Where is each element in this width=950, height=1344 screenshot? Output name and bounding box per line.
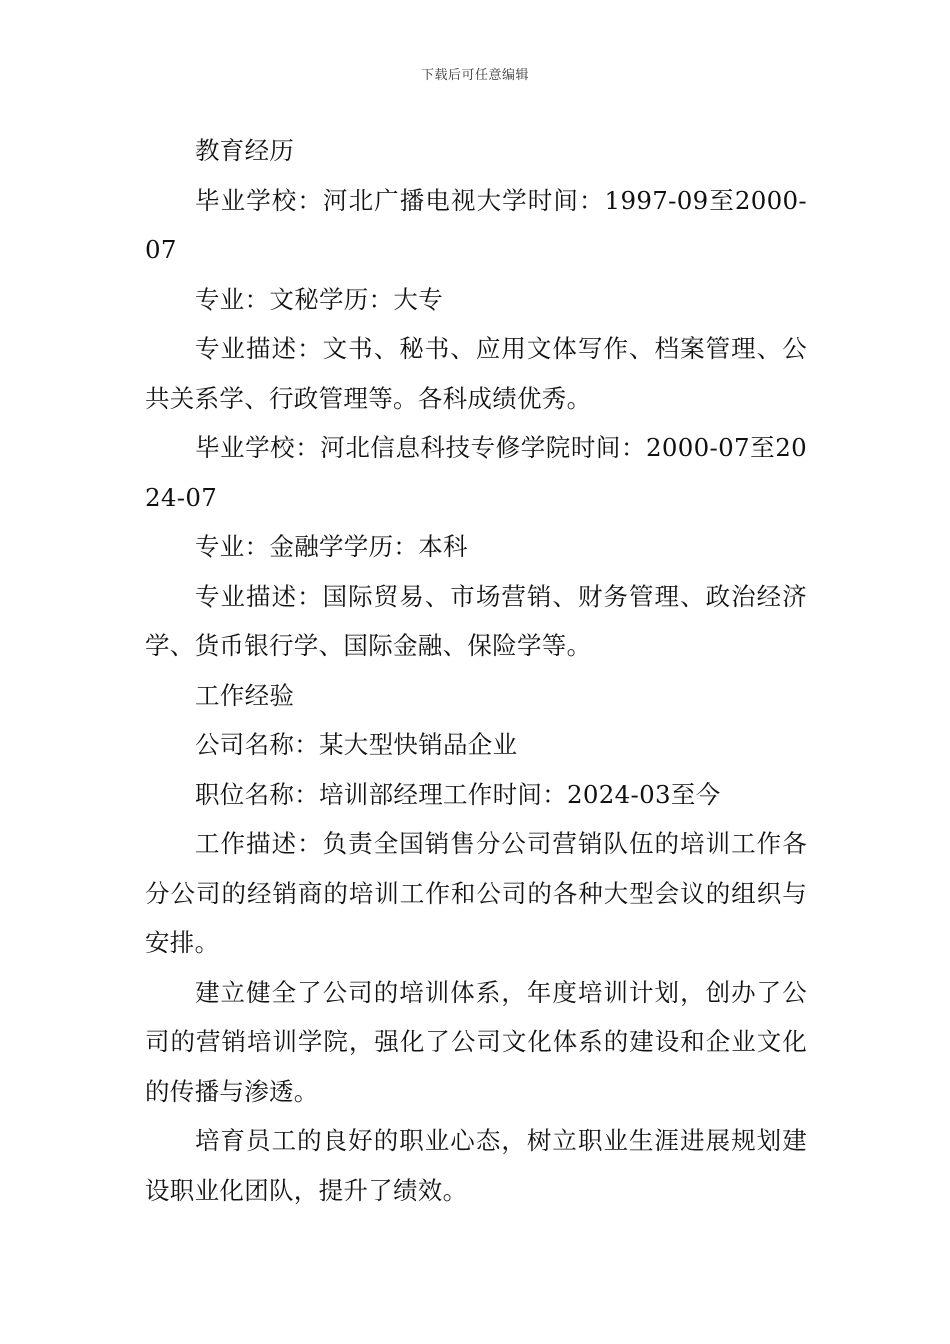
- school-2-line: 毕业学校：河北信息科技专修学院时间：2000-07至2024-07: [145, 433, 807, 512]
- work-description: 工作描述：负责全国销售分公司营销队伍的培训工作各分公司的经销商的培训工作和公司的各种大型会议的组织与安排。: [145, 829, 807, 957]
- document-body: [145, 126, 807, 1215]
- major-1-line: 专业：文秘学历：大专: [195, 284, 443, 314]
- position-line: 职位名称：培训部经理工作时间：2024-03至今: [195, 779, 721, 809]
- major-2-description: 专业描述：国际贸易、市场营销、财务管理、政治经济学、货币银行学、国际金融、保险学等。: [145, 581, 807, 660]
- major-2-line: 专业：金融学学历：本科: [195, 532, 468, 561]
- page-header-note: 下载后可任意编辑: [420, 68, 529, 83]
- major-1-description: 专业描述：文书、秘书、应用文体写作、档案管理、公共关系学、行政管理等。各科成绩优秀。: [145, 334, 807, 413]
- work-experience-heading: 工作经验: [195, 680, 295, 710]
- school-1-line: 毕业学校：河北广播电视大学时间：1997-09至2000-07: [145, 185, 807, 264]
- education-heading: 教育经历: [195, 136, 295, 165]
- company-name-line: 公司名称：某大型快销品企业: [195, 730, 518, 759]
- achievement-paragraph-2: 培育员工的良好的职业心态，树立职业生涯进展规划建设职业化团队，提升了绩效。: [145, 1126, 807, 1205]
- achievement-paragraph-1: 建立健全了公司的培训体系，年度培训计划，创办了公司的营销培训学院，强化了公司文化体系的建设和企业文化的传播与渗透。: [145, 977, 807, 1106]
